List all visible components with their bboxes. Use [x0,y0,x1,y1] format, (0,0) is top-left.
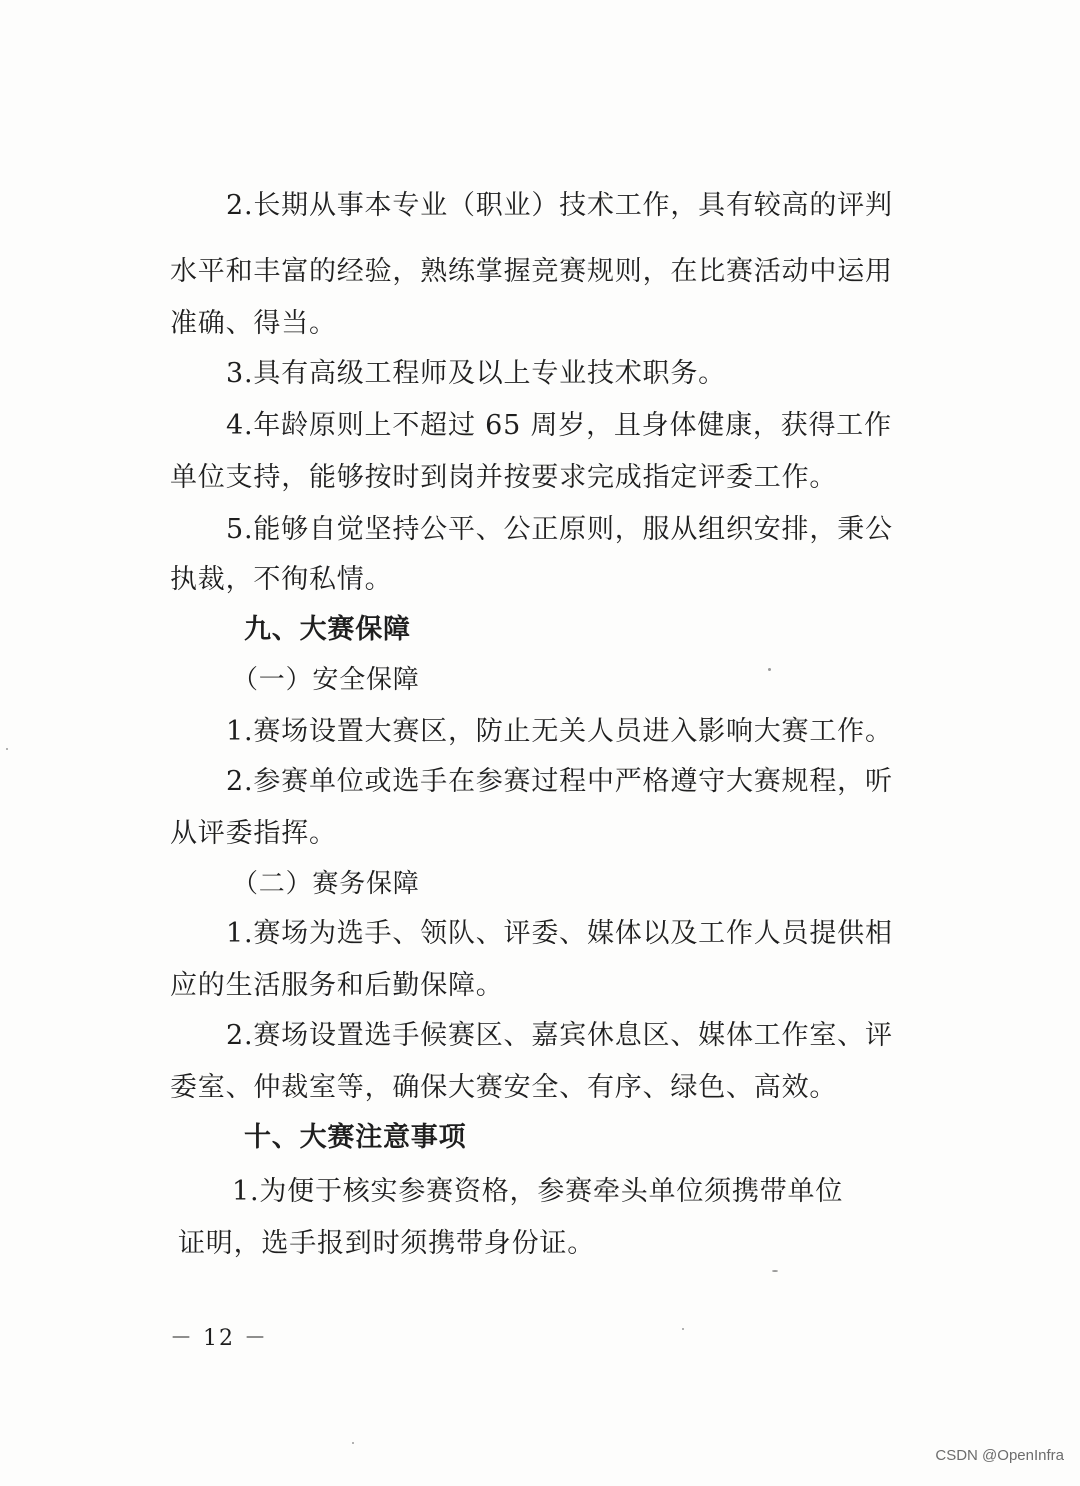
section-9-1-item-2-line-2: 从评委指挥。 [170,818,337,849]
section-9-heading: 九、大赛保障 [244,614,411,645]
scan-speck [768,668,771,671]
section-9-2-item-1-line-2: 应的生活服务和后勤保障。 [170,970,504,1001]
section-10-item-1-line-2: 证明，选手报到时须携带身份证。 [178,1228,595,1259]
p4-line-1: 4.年龄原则上不超过 65 周岁，且身体健康，获得工作 [226,410,892,441]
p2-line-3: 准确、得当。 [170,308,337,339]
section-9-2-item-2-line-2: 委室、仲裁室等，确保大赛安全、有序、绿色、高效。 [170,1072,838,1103]
section-9-subheading-2: （二）赛务保障 [232,869,420,899]
section-10-item-1-line-1: 1.为便于核实参赛资格，参赛牵头单位须携带单位 [232,1176,844,1207]
section-10-heading: 十、大赛注意事项 [244,1122,467,1153]
p5-line-1: 5.能够自觉坚持公平、公正原则，服从组织安排，秉公 [226,514,893,545]
p3-line-1: 3.具有高级工程师及以上专业技术职务。 [226,358,726,389]
scan-speck [6,748,8,750]
section-9-2-item-2-line-1: 2.赛场设置选手候赛区、嘉宾休息区、媒体工作室、评 [226,1020,893,1051]
section-9-1-item-2-line-1: 2.参赛单位或选手在参赛过程中严格遵守大赛规程，听 [226,766,893,797]
page-number: － 12 － [170,1326,268,1351]
p2-line-2: 水平和丰富的经验，熟练掌握竞赛规则，在比赛活动中运用 [170,256,893,287]
scan-speck [352,1442,354,1444]
scan-speck [682,1328,684,1330]
section-9-2-item-1-line-1: 1.赛场为选手、领队、评委、媒体以及工作人员提供相 [226,918,893,949]
section-9-subheading-1: （一）安全保障 [232,665,420,695]
p4-line-2: 单位支持，能够按时到岗并按要求完成指定评委工作。 [170,462,838,493]
section-9-1-item-1: 1.赛场设置大赛区，防止无关人员进入影响大赛工作。 [226,716,893,747]
p5-line-2: 执裁，不徇私情。 [170,564,393,595]
p2-line-1: 2.长期从事本专业（职业）技术工作，具有较高的评判 [226,190,893,221]
csdn-watermark: CSDN @OpenInfra [935,1447,1064,1464]
scan-speck [772,1270,778,1272]
